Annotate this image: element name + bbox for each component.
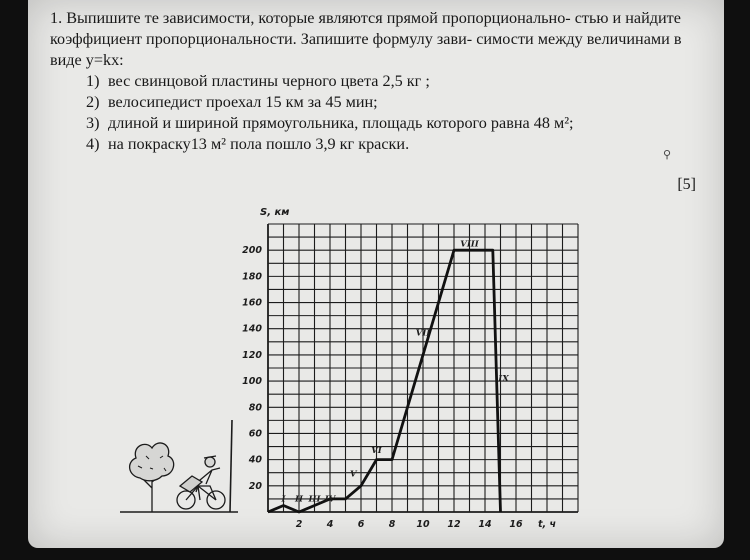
segment-label: VI [371, 446, 382, 457]
y-tick-label: 40 [248, 454, 262, 466]
x-tick-label: 8 [388, 519, 396, 530]
y-tick-label: 20 [248, 480, 262, 492]
item-text: на покраску13 м² пола пошло 3,9 кг краски. [108, 135, 410, 153]
y-tick-label: 200 [242, 245, 262, 257]
task-intro: 1. Выпишите те зависимости, которые являются прямой пропорционально- стью и найдите коэффициент пропорциональности. Запишите формулу зави- симости между величинами в виде y=kx: [50, 9, 682, 69]
item-number: 4) [86, 135, 100, 153]
y-tick-label: 100 [242, 376, 262, 388]
item-number: 1) [86, 72, 100, 90]
y-tick-label: 60 [248, 428, 262, 440]
cyclist-with-tree-illustration [120, 420, 238, 512]
x-tick-label: 4 [326, 519, 334, 530]
chart-grid [268, 224, 578, 512]
y-axis-ticks [242, 245, 262, 492]
x-axis-ticks [296, 519, 556, 530]
x-tick-label: 12 [447, 519, 461, 530]
segment-label: I [281, 494, 286, 505]
item-number: 2) [86, 93, 100, 111]
x-tick-label: 16 [509, 519, 523, 530]
item-text: длиной и шириной прямоугольника, площадь которого равна 48 м²; [108, 114, 574, 132]
x-tick-label: 14 [478, 519, 492, 530]
item-text: велосипедист проехал 15 км за 45 мин; [108, 93, 378, 111]
y-tick-label: 160 [242, 297, 262, 309]
segment-label: IV [324, 494, 336, 505]
y-axis-title: S, км [260, 207, 290, 218]
y-tick-label: 80 [248, 402, 262, 414]
x-tick-label: 6 [357, 519, 365, 530]
x-tick-label: t, ч [538, 519, 556, 530]
y-tick-label: 140 [242, 323, 262, 335]
y-tick-label: 120 [242, 349, 262, 361]
item-number: 3) [86, 114, 100, 132]
segment-label: VIII [460, 239, 479, 250]
segment-label: II [295, 494, 303, 505]
item-text: вес свинцовой пластины черного цвета 2,5 кг ; [108, 72, 430, 90]
x-tick-label: 2 [295, 519, 303, 530]
x-tick-label: 10 [416, 519, 430, 530]
tree-illustration [130, 443, 174, 512]
magnifier-cursor-icon: ⚲ [663, 148, 672, 161]
segment-label: VII [415, 328, 431, 339]
score-label: [5] [677, 176, 696, 193]
segment-label: V [349, 469, 357, 480]
y-tick-label: 180 [242, 271, 262, 283]
segment-label: III [308, 494, 321, 505]
segment-label: IX [498, 374, 509, 385]
